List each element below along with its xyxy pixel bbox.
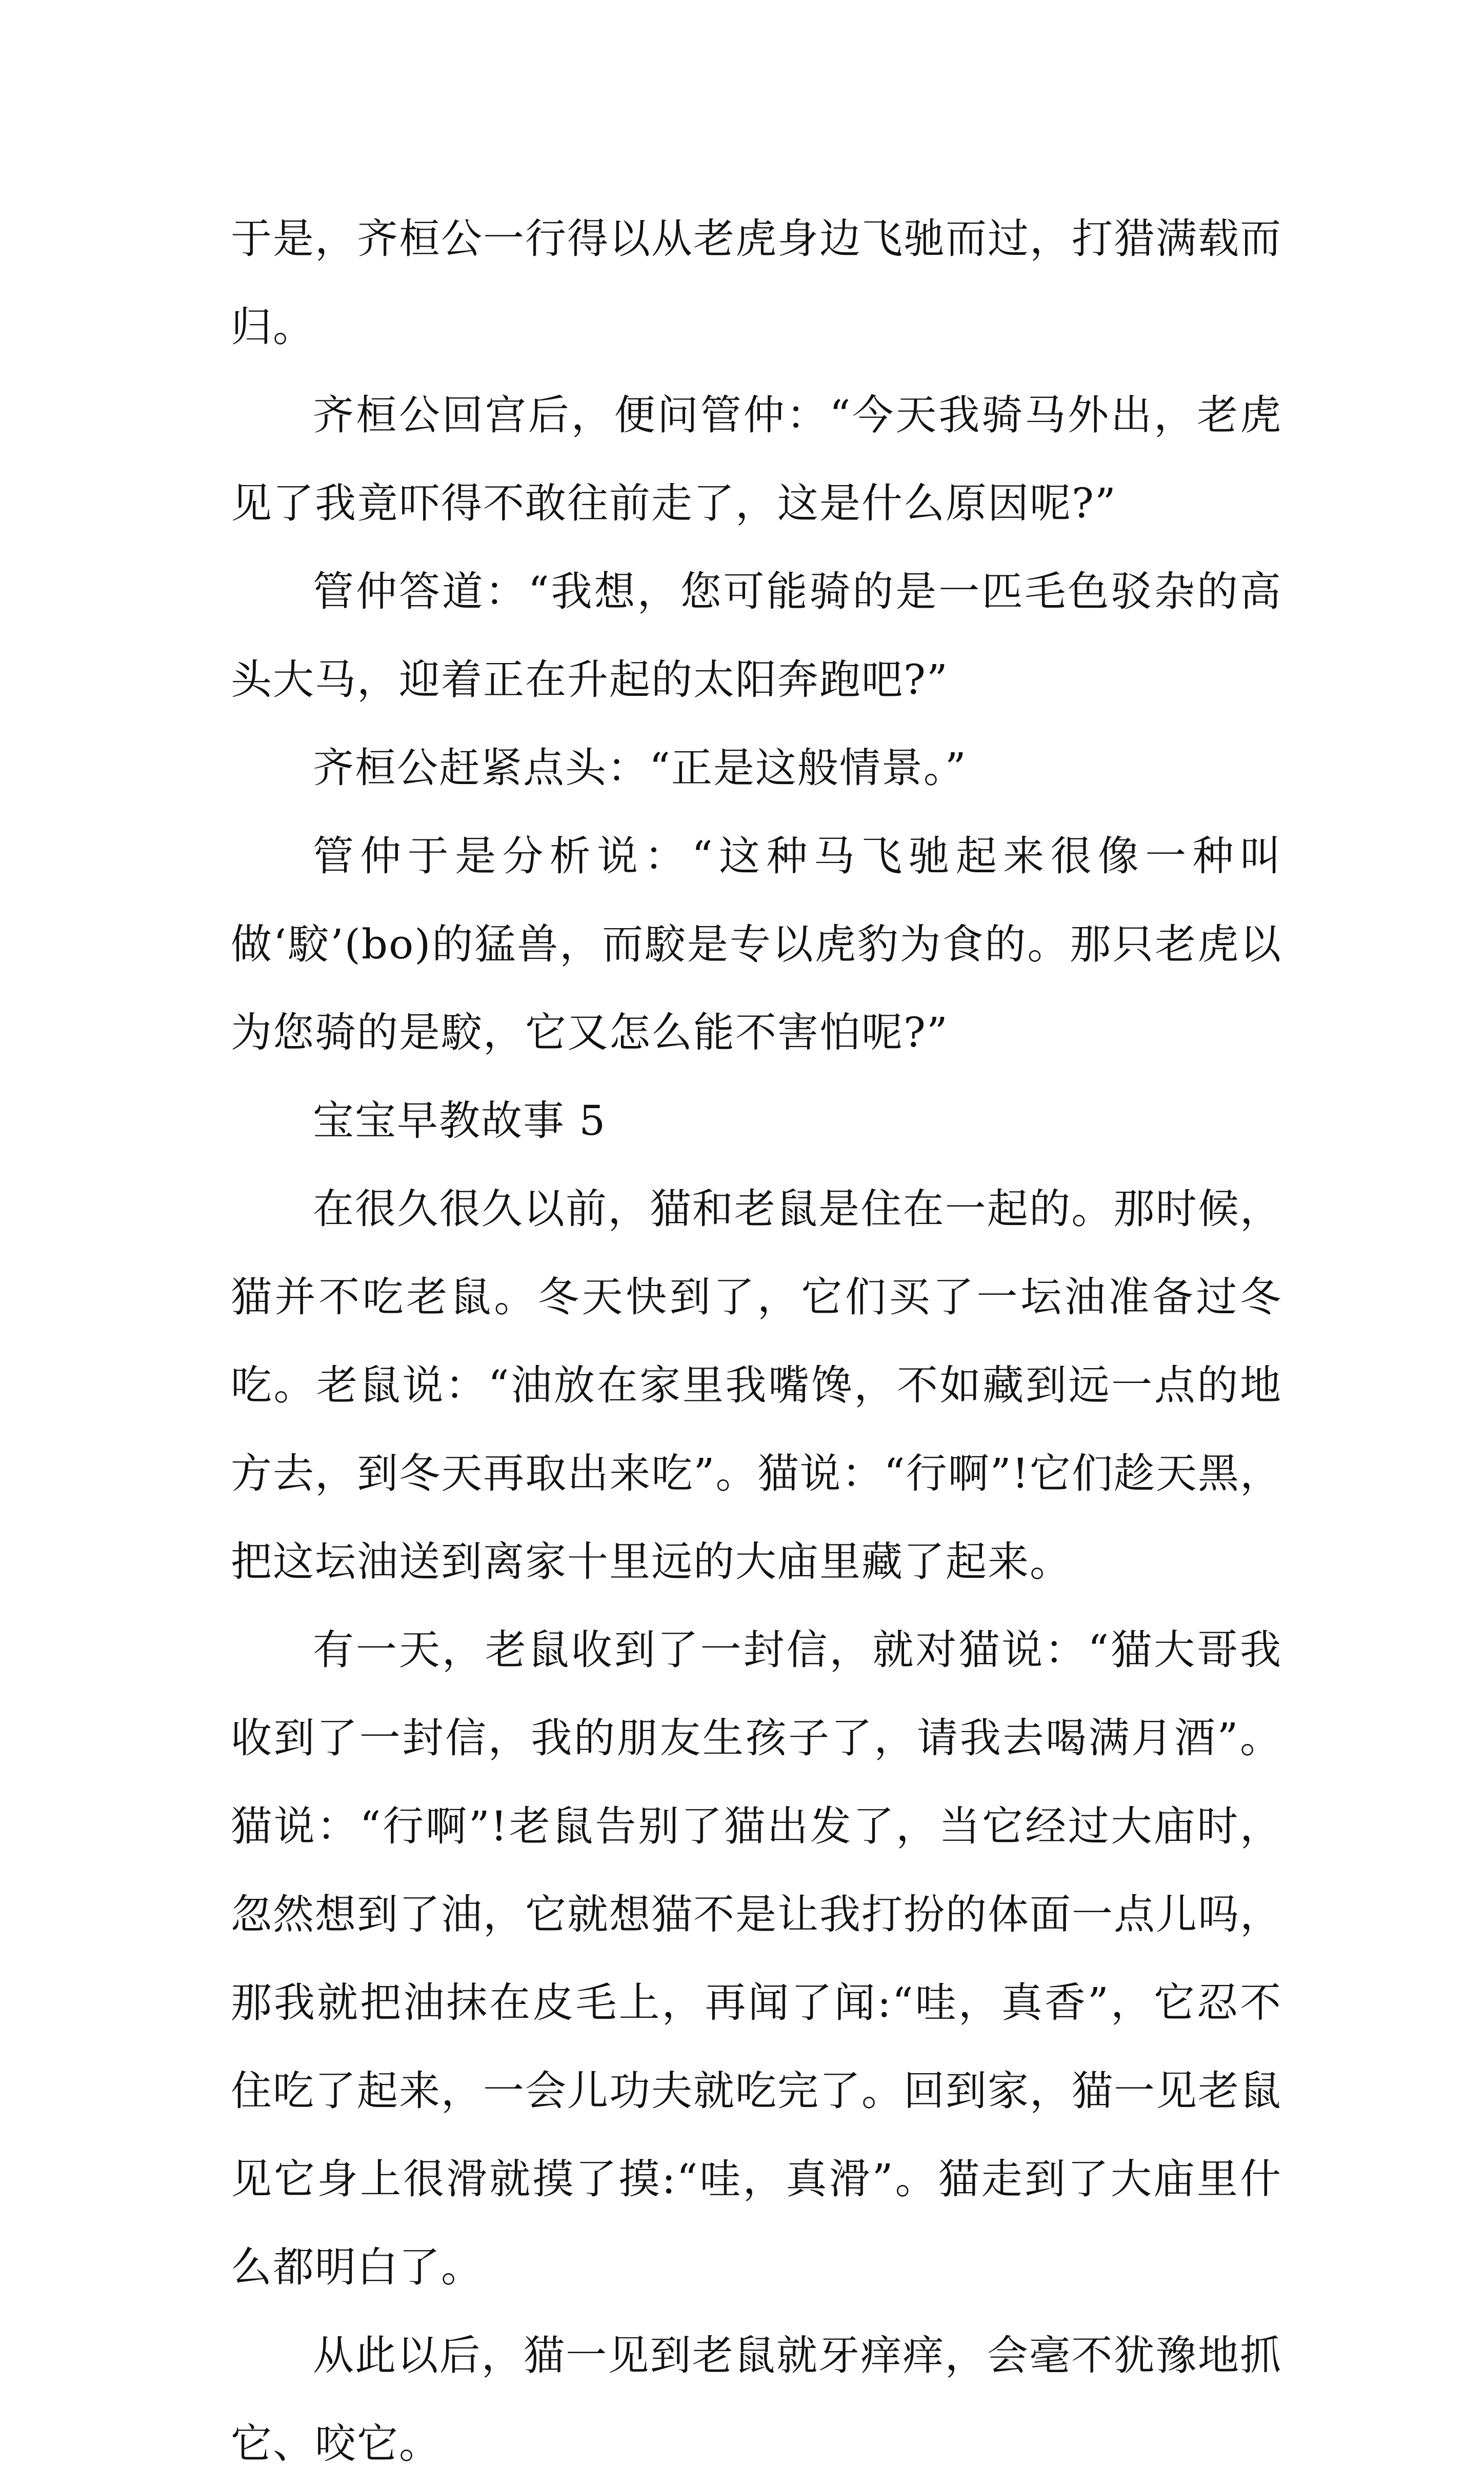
document-body bbox=[231, 195, 1282, 2488]
paragraph: 于是，齐桓公一行得以从老虎身边飞驰而过，打猎满载而归。 bbox=[231, 215, 1282, 351]
paragraph: 管仲答道：“我想，您可能骑的是一匹毛色驳杂的高头大马，迎着正在升起的太阳奔跑吧?” bbox=[231, 568, 1282, 704]
paragraph: 齐桓公赶紧点头：“正是这般情景。” bbox=[313, 744, 967, 792]
section-title: 宝宝早教故事 5 bbox=[313, 1097, 607, 1145]
paragraph: 有一天，老鼠收到了一封信，就对猫说：“猫大哥我收到了一封信，我的朋友生孩子了，请我去喝满月酒”。猫说：“行啊”!老鼠告别了猫出发了，当它经过大庙时，忽然想到了油，它就想猫不是让我打扮的体面一点儿吗，那我就把油抹在皮毛上，再闻了闻:“哇，真香”，它忍不住吃了起来，一会儿功夫就吃完了。回到家，猫一见老鼠见它身上很滑就摸了摸:“哇，真滑”。猫走到了大庙里什么都明白了。 bbox=[231, 1626, 1282, 2291]
paragraph: 在很久很久以前，猫和老鼠是住在一起的。那时候，猫并不吃老鼠。冬天快到了，它们买了一坛油准备过冬吃。老鼠说：“油放在家里我嘴馋，不如藏到远一点的地方去，到冬天再取出来吃”。猫说：“行啊”!它们趁天黑，把这坛油送到离家十里远的大庙里藏了起来。 bbox=[231, 1185, 1282, 1586]
paragraph: 管仲于是分析说：“这种马飞驰起来很像一种叫做‘駮’(bo)的猛兽，而駮是专以虎豹为食的。那只老虎以为您骑的是駮，它又怎么能不害怕呢?” bbox=[231, 832, 1282, 1056]
paragraph: 齐桓公回宫后，便问管仲：“今天我骑马外出，老虎见了我竟吓得不敢往前走了，这是什么原因呢?” bbox=[231, 391, 1282, 527]
paragraph: 从此以后，猫一见到老鼠就牙痒痒，会毫不犹豫地抓它、咬它。 bbox=[231, 2332, 1282, 2467]
